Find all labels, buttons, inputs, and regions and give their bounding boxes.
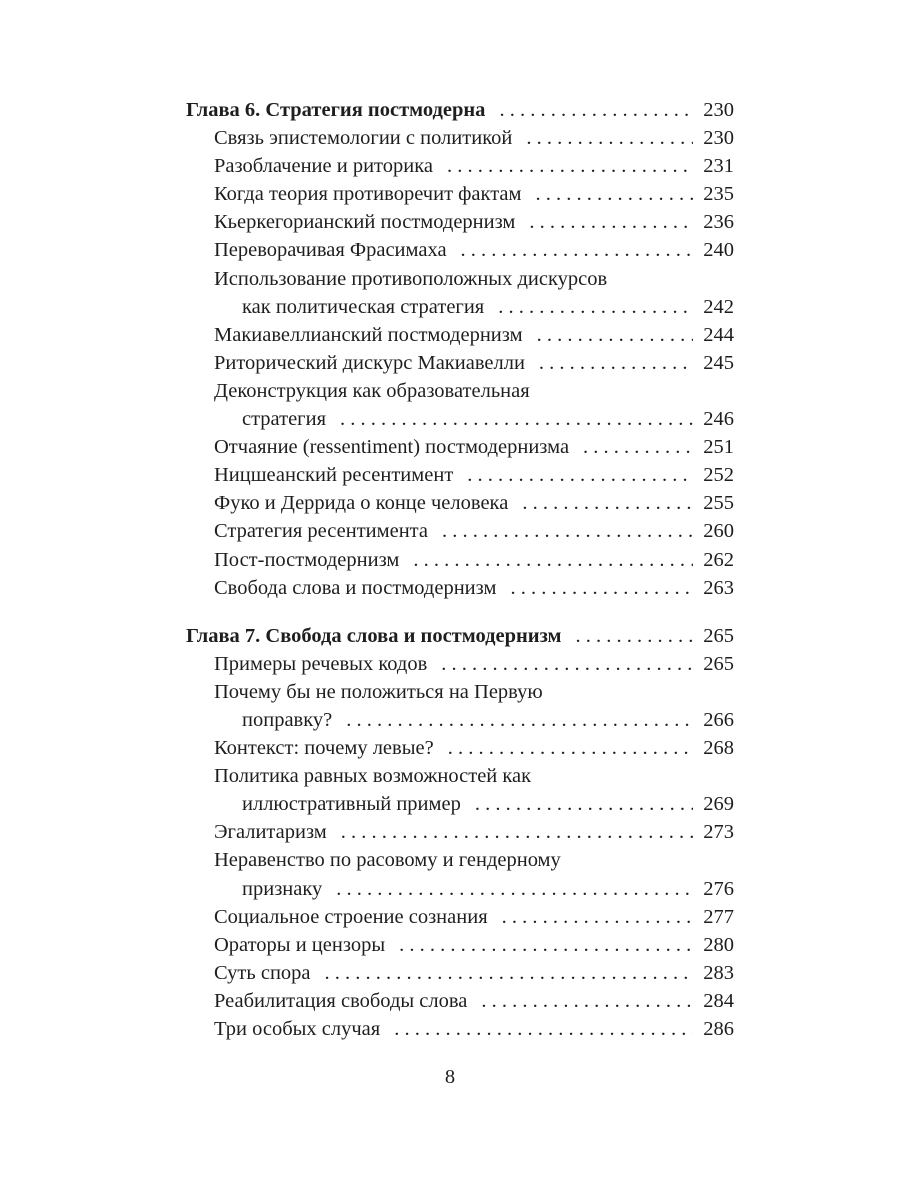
dot-leader [340,405,693,433]
chapter-heading [186,622,734,650]
toc-entry-continuation [186,790,734,818]
chapter-title: Глава 6. Стратегия постмодерна [186,99,486,121]
page-number: 277 [703,905,734,928]
toc-entry [186,517,734,545]
dot-leader [447,152,693,180]
toc-entry-continuation [186,405,734,433]
toc-entry [186,124,734,152]
entry-title: Кьеркегорианский постмодернизм [214,211,516,234]
toc-entry [186,959,734,987]
toc-entry-continuation [186,706,734,734]
dot-leader [346,706,693,734]
entry-title: Риторический дискурс Макиавелли [214,351,525,374]
page-number: 244 [703,323,734,346]
entry-title-continuation: стратегия [242,408,326,431]
page-number: 276 [703,877,734,900]
dot-leader [522,489,693,517]
dot-leader [510,574,693,602]
toc-entry [186,349,734,377]
toc-entry [186,734,734,762]
toc-entry [186,574,734,602]
entry-title: Отчаяние (ressentiment) постмодернизма [214,436,570,459]
page-number: 263 [703,576,734,599]
entry-title: Почему бы не положиться на Первую [214,680,543,703]
page-number: 246 [703,408,734,431]
entry-title: Деконструкция как образовательная [214,379,530,402]
dot-leader [576,622,694,650]
page-number: 231 [703,155,734,178]
dot-leader [536,180,694,208]
page-number: 255 [703,492,734,515]
entry-title: Макиавеллианский постмодернизм [214,323,523,346]
toc-entry [186,546,734,574]
toc-entry-continuation [186,875,734,903]
entry-title: Контекст: почему левые? [214,737,434,760]
chapter-spacer [186,602,734,622]
dot-leader [399,931,693,959]
entry-title: Пост-постмодернизм [214,548,400,571]
dot-leader [441,650,693,678]
dot-leader [448,734,694,762]
entry-title: Ораторы и цензоры [214,933,386,956]
toc-entry [186,489,734,517]
page-number: 273 [703,821,734,844]
chapter-heading [186,96,734,124]
page-number: 265 [703,624,734,647]
page-number: 252 [703,464,734,487]
entry-title: Три особых случая [214,1018,381,1040]
page-number: 286 [703,1018,734,1040]
dot-leader [526,124,693,152]
dot-leader [325,959,694,987]
toc-entry [186,208,734,236]
page-number: 260 [703,520,734,543]
page-number: 265 [703,652,734,675]
page-number: 230 [703,99,734,121]
entry-title-continuation: признаку [242,877,323,900]
entry-title: Связь эпистемологии с политикой [214,127,513,150]
toc-entry [186,987,734,1015]
page-number: 284 [703,989,734,1012]
toc-entry [186,818,734,846]
toc-entry [186,650,734,678]
page-number: 280 [703,933,734,956]
toc-entry [186,180,734,208]
dot-leader [475,790,693,818]
entry-title: Когда теория противоречит фактам [214,183,522,206]
dot-leader [336,875,693,903]
page-folio-number: 8 [444,1066,456,1088]
toc-entry [186,461,734,489]
entry-title: Суть спора [214,961,311,984]
dot-leader [499,96,693,124]
page-number: 269 [703,793,734,816]
entry-title: Стратегия ресентимента [214,520,428,543]
dot-leader [583,433,693,461]
dot-leader [539,349,693,377]
toc-entry [186,152,734,180]
toc-entry [186,236,734,264]
dot-leader [467,461,693,489]
entry-title: Использование противоположных дискурсов [214,267,608,290]
entry-title: Фуко и Деррида о конце человека [214,492,509,515]
dot-leader [481,987,693,1015]
chapter-title: Глава 7. Свобода слова и постмодернизм [186,624,562,647]
dot-leader [529,208,693,236]
page-number: 266 [703,708,734,731]
dot-leader [341,818,694,846]
entry-title: Эгалитаризм [214,821,327,844]
toc-entry-continuation [186,293,734,321]
dot-leader [502,903,694,931]
toc-entry-first-line [186,846,734,874]
page-number: 240 [703,239,734,262]
page-number: 283 [703,961,734,984]
page-number: 235 [703,183,734,206]
toc-entry [186,1015,734,1043]
entry-title: Переворачивая Фрасимаха [214,239,447,262]
entry-title: Примеры речевых кодов [214,652,428,675]
page-number: 268 [703,737,734,760]
entry-title: Реабилитация свободы слова [214,989,468,1012]
entry-title: Свобода слова и постмодернизм [214,576,497,599]
dot-leader [498,293,693,321]
page-number: 245 [703,351,734,374]
toc-entry-first-line [186,265,734,293]
dot-leader [413,546,693,574]
entry-title-continuation: поправку? [242,708,333,731]
toc-entry-first-line [186,377,734,405]
dot-leader [442,517,693,545]
entry-title: Социальное строение сознания [214,905,488,928]
page-number: 236 [703,211,734,234]
entry-title: Неравенство по расовому и гендерному [214,849,561,872]
dot-leader [394,1015,693,1043]
dot-leader [461,236,694,264]
table-of-contents [186,96,734,1043]
page-number: 251 [703,436,734,459]
page-number: 242 [703,295,734,318]
toc-entry [186,931,734,959]
toc-entry [186,903,734,931]
dot-leader [537,321,694,349]
toc-entry [186,433,734,461]
toc-entry-first-line [186,678,734,706]
toc-entry [186,321,734,349]
entry-title: Политика равных возможностей как [214,765,532,788]
entry-title: Ницшеанский ресентимент [214,464,454,487]
entry-title-continuation: как политическая стратегия [242,295,485,318]
page-number: 230 [703,127,734,150]
page-number: 262 [703,548,734,571]
toc-entry-first-line [186,762,734,790]
entry-title: Разоблачение и риторика [214,155,433,178]
entry-title-continuation: иллюстративный пример [242,793,461,816]
